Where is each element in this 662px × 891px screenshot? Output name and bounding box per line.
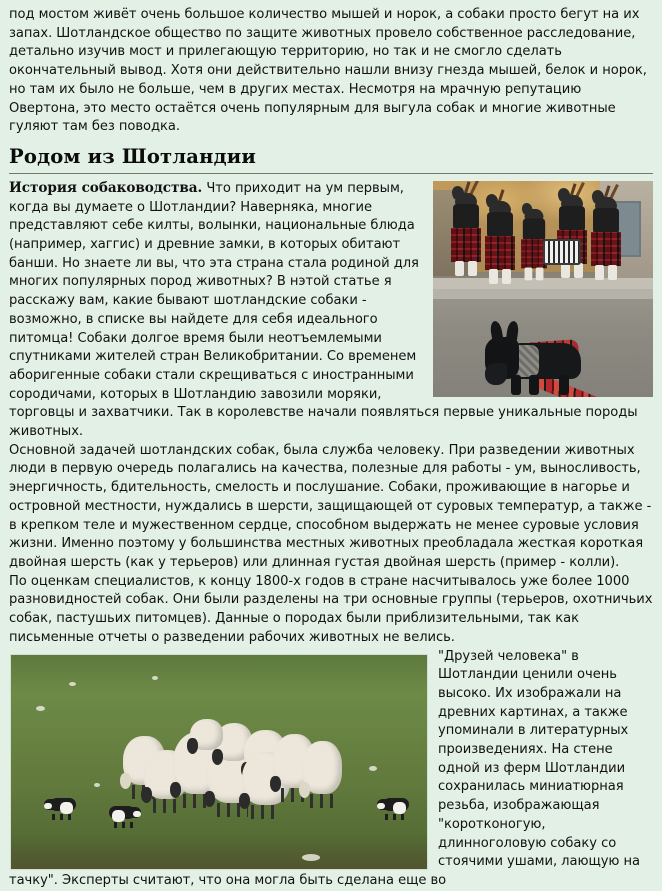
border-collies-herding-sheep-photo xyxy=(10,654,428,870)
paragraph-2: Основной задачей шотландских собак, была служба человеку. При разведении животных люди в первую очередь полагались на качества, полезные для работы - ум, выносливость, энергичность, бдительность, смелость и послушание. Собаки, проживающие в нагорье и островной местности, нуждались в шерсти, защищающей от суровых температур, а также - в крепком теле и мужественном сердце, способном выдержать не менее суровые условия жизни. Именно поэтому у большинства местных животных преобладала жесткая короткая двойная шерсть (как у терьеров) или длинная густая двойная шерсть (пример - колли). xyxy=(9,442,652,570)
article-body xyxy=(9,179,653,648)
page-title: Родом из Шотландии xyxy=(9,144,257,168)
snare-drum xyxy=(543,239,581,265)
border-collie-dog xyxy=(377,796,415,816)
lead-label: История собаководства. xyxy=(9,179,203,196)
sheep xyxy=(190,719,223,750)
scottish-terrier-dog xyxy=(485,311,593,395)
title-divider xyxy=(9,173,653,174)
border-collie-dog xyxy=(103,804,141,824)
article-bottom xyxy=(9,648,653,891)
paragraph-4: "Друзей человека" в Шотландии ценили очень высоко. Их изображали на древних картинах, а также упоминали в литературных произведениях. На стене одной из ферм Шотландии сохранилась миниатюрная резьба, изображающая "коротконогую, длинноголовую собаку со стоячими ушами, лающую на тачку". Эксперты считают, что она могла быть сделана еще во xyxy=(9,648,640,888)
scottish-pipers-with-terrier-photo xyxy=(433,181,653,397)
intro-paragraph-block xyxy=(9,6,653,137)
intro-paragraph: под мостом живёт очень большое количество мышей и норок, а собаки просто бегут на их запах. Шотландское общество по защите животных провело собственное расследование, детально изучив мост и прилегающую территорию, но так и не смогло сделать окончательный вывод. Хотя они действительно нашли внизу гнезда мышей, белок и норок, но там их было не больше, чем в других местах. Несмотря на мрачную репутацию Овертона, это место остаётся очень популярным для выгула собак и многие животные гуляют там без поводка. xyxy=(9,7,647,135)
paragraph-3: По оценкам специалистов, к концу 1800-х годов в стране насчитывалось уже более 1000 разновидностей собак. Они были разделены на три основные группы (терьеров, охотничьих собак, пастушьих питомцев). Данные о породах были приблизительными, так как письменные отчеты о разведении рабочих животных не велись. xyxy=(9,573,653,645)
lead-text: Что приходит на ум первым, когда вы думаете о Шотландии? Наверняка, многие представляют себе килты, волынки, национальные блюда (например, хаггис) и древние замки, в которых обитают банши. Но знаете ли вы, что эта страна стала родиной для многих популярных пород животных? В нэтой статье я расскажу вам, какие бывают шотландские собаки - возможно, в списке вы найдете для себя идеального питомца! Собаки долгое время были неотъемлемыми спутниками жителей стран Великобритании. Со временем аборигенные собаки стали скрещиваться с иностранными сородичами, которых в Шотландию завозили моряки, торговцы и захватчики. Так в королевстве начали появляться первые уникальные породы животных. xyxy=(9,180,638,440)
sheep xyxy=(302,741,342,794)
sheep-flock xyxy=(127,719,335,830)
border-collie-dog xyxy=(44,796,82,816)
